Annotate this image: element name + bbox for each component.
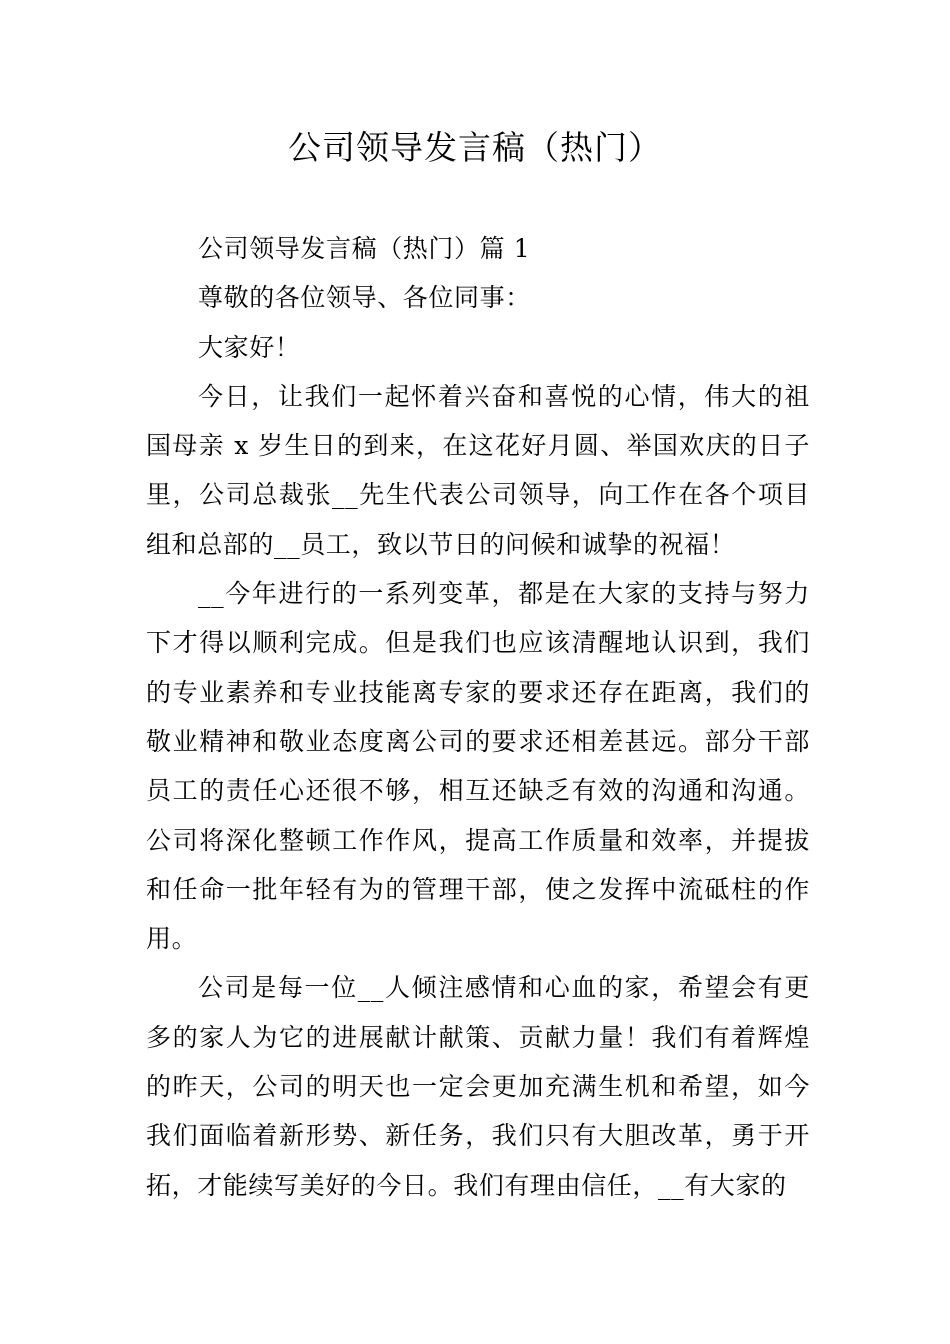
- section-heading: 公司领导发言稿（热门）篇 1: [198, 234, 531, 263]
- paragraph-1: 今日，让我们一起怀着兴奋和喜悦的心情，伟大的祖国母亲 x 岁生日的到来，在这花好月圆、举国欢庆的日子里，公司总裁张__先生代表公司领导，向工作在各个项目组和总部的__员工，致以节日的问候和诚挚的祝福！: [146, 381, 810, 559]
- document-title: 公司领导发言稿（热门）: [288, 128, 662, 167]
- document-body: [146, 224, 810, 1210]
- paragraph-3: 公司是每一位__人倾注感情和心血的家，希望会有更多的家人为它的进展献计献策、贡献力量！我们有着辉煌的昨天，公司的明天也一定会更加充满生机和希望，如今我们面临着新形势、新任务，我们只有大胆改革，勇于开拓，才能续写美好的今日。我们有理由信任，__有大家的: [146, 973, 810, 1200]
- salutation: 尊敬的各位领导、各位同事：: [198, 283, 531, 313]
- paragraph-2: __今年进行的一系列变革，都是在大家的支持与努力下才得以顺利完成。但是我们也应该清醒地认识到，我们的专业素养和专业技能离专家的要求还存在距离，我们的敬业精神和敬业态度离公司的要求还相差甚远。部分干部员工的责任心还很不够，相互还缺乏有效的沟通和沟通。公司将深化整顿工作作风，提高工作质量和效率，并提拔和任命一批年轻有为的管理干部，使之发挥中流砥柱的作用。: [146, 579, 810, 954]
- greeting: 大家好！: [198, 332, 301, 362]
